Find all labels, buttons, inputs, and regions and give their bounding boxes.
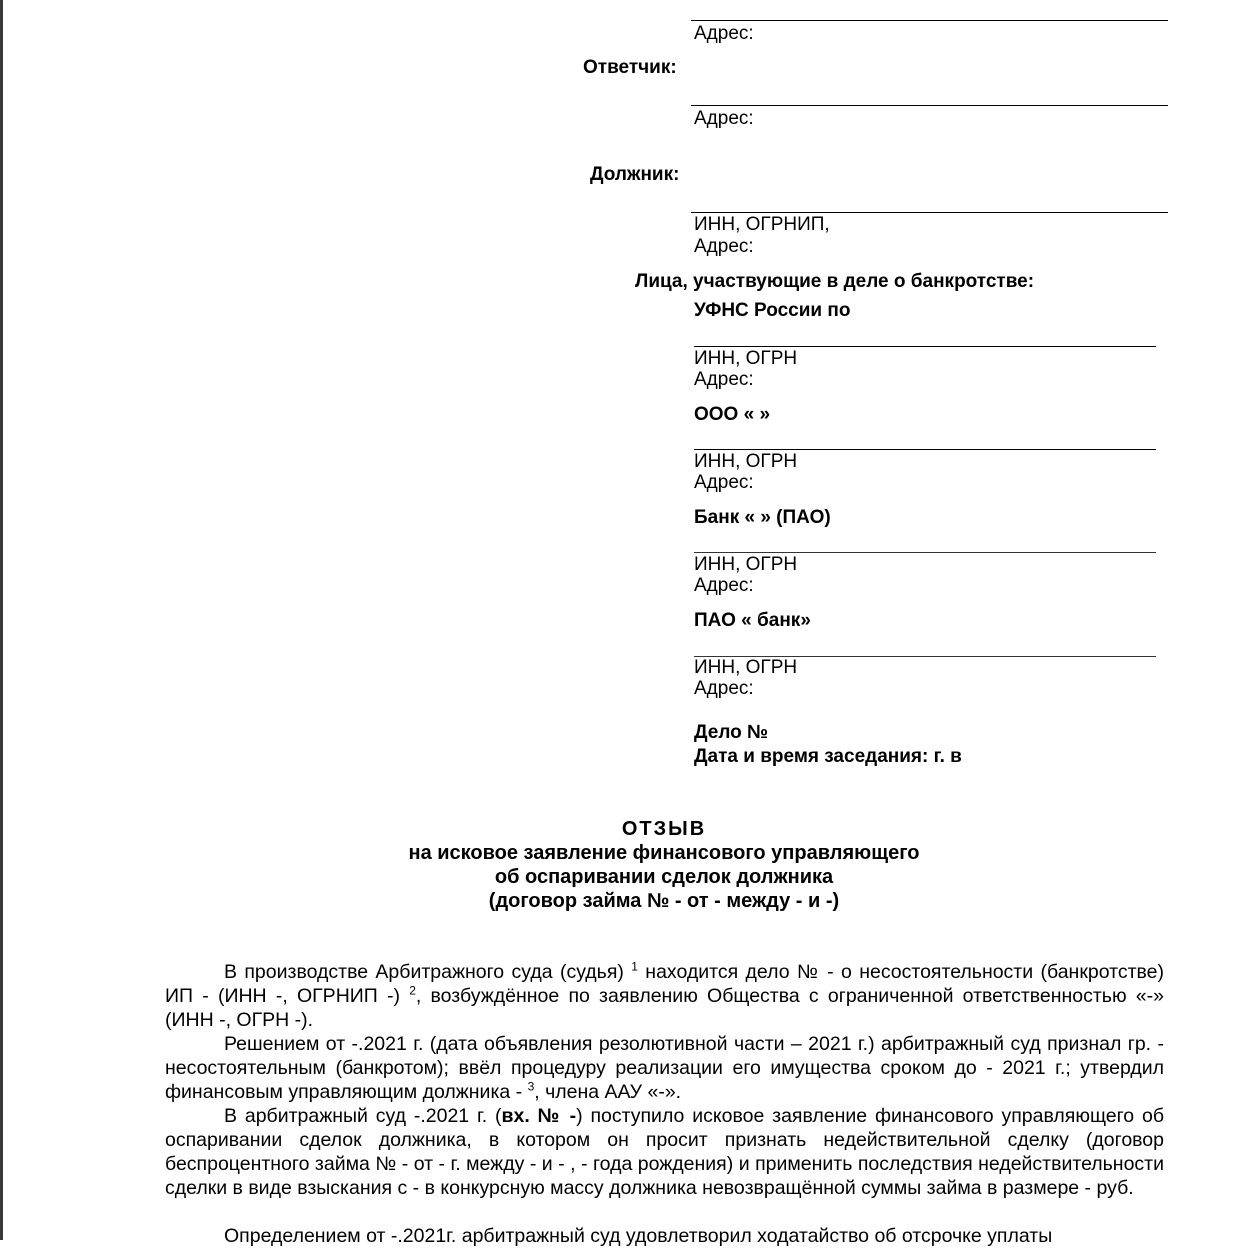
participant-inn: ИНН, ОГРН — [694, 451, 798, 472]
paragraph-2 — [165, 1032, 1164, 1104]
participant-address: Адрес: — [694, 575, 754, 596]
debtor-underline — [691, 212, 1168, 213]
p3-incoming-number: вх. № - — [501, 1105, 577, 1127]
document-heading: ОТЗЫВ — [621, 818, 707, 840]
debtor-label: Должник: — [590, 164, 680, 185]
participant-address: Адрес: — [694, 678, 754, 699]
respondent-underline — [691, 105, 1168, 106]
participant-inn: ИНН, ОГРН — [694, 657, 798, 678]
participant-address: Адрес: — [694, 369, 754, 390]
p1-text-b: находится дело № - о несостоятельности (банкротстве) ИП - (ИНН -, ОГРНИП -) — [165, 961, 1164, 1007]
footnote-ref[interactable]: 2 — [409, 983, 416, 998]
participant-inn: ИНН, ОГРН — [694, 348, 798, 369]
participant-name: ПАО « банк» — [694, 610, 811, 631]
title-line-3: (договор займа № - от - между - и -) — [488, 890, 840, 912]
participant-name: Банк « » (ПАО) — [694, 507, 831, 528]
participants-label: Лица, участвующие в деле о банкротстве: — [635, 271, 1035, 292]
respondent-label: Ответчик: — [583, 57, 677, 78]
respondent-address: Адрес: — [694, 108, 754, 129]
title-line-2: об оспаривании сделок должника — [494, 866, 834, 888]
paragraph-1 — [165, 960, 1164, 1032]
participant-underline — [694, 449, 1156, 450]
case-number: Дело № — [694, 722, 769, 743]
paragraph-3 — [165, 1104, 1164, 1200]
footnote-ref[interactable]: 1 — [631, 959, 638, 974]
participant-underline — [694, 552, 1156, 553]
p4-text: Определением от -.2021г. арбитражный суд удовлетворил ходатайство об отсрочке уплаты — [224, 1225, 1053, 1247]
page-left-border — [0, 0, 3, 1240]
hearing-date: Дата и время заседания: г. в — [694, 746, 962, 767]
plaintiff-address: Адрес: — [694, 23, 754, 44]
footnote-ref[interactable]: 3 — [527, 1079, 535, 1094]
participant-name: ООО « » — [694, 404, 771, 425]
plaintiff-underline — [691, 20, 1168, 21]
paragraph-4 — [165, 1224, 1164, 1248]
debtor-inn: ИНН, ОГРНИП, — [694, 214, 830, 235]
p1-text-a: В производстве Арбитражного суда (судья) — [224, 961, 632, 983]
participant-inn: ИНН, ОГРН — [694, 554, 798, 575]
participant-underline — [694, 346, 1156, 347]
p3-text-b: ) поступило исковое заявление финансового управляющего об оспаривании сделок должника, в котором он просит признать недействительной сделку (договор беспроцентного займа № - от - г. между - и - , - года рождения) и применить последствия недействительности сделки в виде взыскания с - в конкурсную массу должника невозвращённой суммы займа в размере - руб. — [165, 1105, 1165, 1199]
participant-address: Адрес: — [694, 472, 754, 493]
debtor-address: Адрес: — [694, 236, 754, 257]
participant-name: УФНС России по — [694, 300, 851, 321]
p3-text-a: В арбитражный суд -.2021 г. ( — [224, 1105, 502, 1127]
p1-text-c: , возбуждённое по заявлению Общества с ограниченной ответственностью «-» (ИНН -, ОГРН -). — [165, 985, 1164, 1031]
p2-text-a: Решением от -.2021 г. (дата объявления резолютивной части – 2021 г.) арбитражный суд признал гр. - несостоятельным (банкротом); ввёл процедуру реализации его имущества сроком до - 2021 г.; утвердил финансовым управляющим должника - — [165, 1033, 1164, 1103]
p2-text-b: , члена ААУ «-». — [534, 1081, 682, 1103]
title-line-1: на исковое заявление финансового управляющего — [408, 842, 920, 864]
